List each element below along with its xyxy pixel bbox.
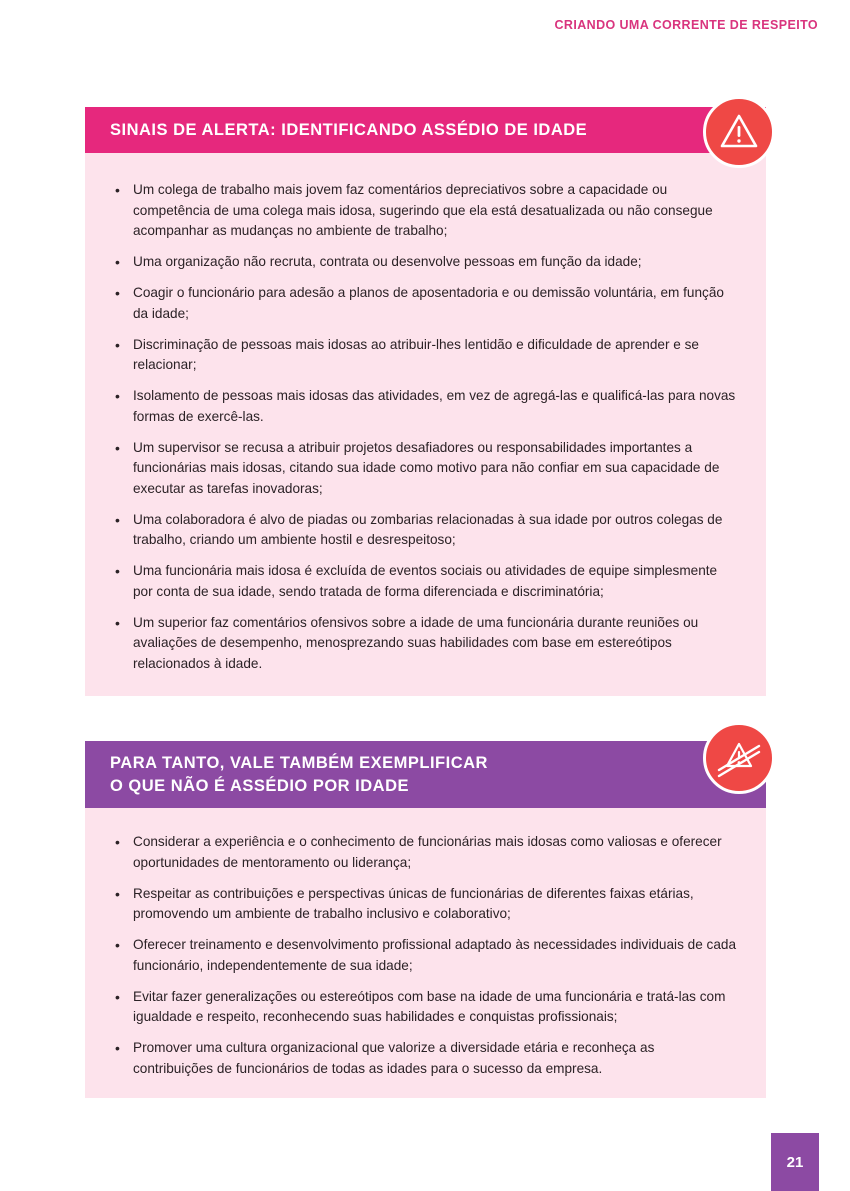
warning-signs-panel <box>85 107 766 696</box>
list-item: • Uma funcionária mais idosa é excluída de eventos sociais ou atividades de equipe simplesmente por conta de sua idade, sendo tratada de forma diferenciada e discriminatória; <box>115 561 738 602</box>
not-harassment-panel <box>85 741 766 1098</box>
list-item: • Um superior faz comentários ofensivos sobre a idade de uma funcionária durante reuniões ou avaliações de desempenho, menosprezando suas habilidades com base em estereótipos relacionados à idade. <box>115 613 738 675</box>
not-harassment-title-line-2: O QUE NÃO É ASSÉDIO POR IDADE <box>110 776 410 795</box>
list-item: • Respeitar as contribuições e perspectivas únicas de funcionárias de diferentes faixas etárias, promovendo um ambiente de trabalho inclusivo e colaborativo; <box>115 884 738 925</box>
not-harassment-title-line-1: PARA TANTO, VALE TAMBÉM EXEMPLIFICAR <box>110 753 488 772</box>
list-item: • Isolamento de pessoas mais idosas das atividades, em vez de agregá-las e qualificá-las para novas formas de exercê-las. <box>115 386 738 427</box>
warning-signs-list <box>115 180 738 674</box>
running-header: CRIANDO UMA CORRENTE DE RESPEITO <box>554 18 818 32</box>
warning-signs-header <box>85 107 766 153</box>
list-item: • Uma colaboradora é alvo de piadas ou zombarias relacionadas à sua idade por outros colegas de trabalho, criando um ambiente hostil e desrespeitoso; <box>115 510 738 551</box>
list-item: • Uma organização não recruta, contrata ou desenvolve pessoas em função da idade; <box>115 252 738 273</box>
page-number: 21 <box>771 1133 819 1191</box>
list-item: • Discriminação de pessoas mais idosas ao atribuir-lhes lentidão e dificuldade de aprender e se relacionar; <box>115 335 738 376</box>
no-warning-icon <box>713 732 765 784</box>
list-item: • Evitar fazer generalizações ou estereótipos com base na idade de uma funcionária e tratá-las com igualdade e respeito, reconhecendo suas habilidades e conquistas profissionais; <box>115 987 738 1028</box>
list-item: • Um supervisor se recusa a atribuir projetos desafiadores ou responsabilidades importantes a funcionárias mais idosas, citando sua idade como motivo para não confiar em sua capacidade de executar as tarefas inovadoras; <box>115 438 738 500</box>
list-item: • Promover uma cultura organizacional que valorize a diversidade etária e reconheça as contribuições de funcionários de todas as idades para o sucesso da empresa. <box>115 1038 738 1079</box>
warning-badge <box>703 96 775 168</box>
list-item: • Considerar a experiência e o conhecimento de funcionárias mais idosas como valiosas e oferecer oportunidades de mentoramento ou liderança; <box>115 832 738 873</box>
not-harassment-header <box>85 741 766 808</box>
warning-icon <box>717 110 761 154</box>
warning-signs-title: SINAIS DE ALERTA: IDENTIFICANDO ASSÉDIO DE IDADE <box>110 120 588 139</box>
no-warning-badge <box>703 722 775 794</box>
list-item: • Um colega de trabalho mais jovem faz comentários depreciativos sobre a capacidade ou competência de uma colega mais idosa, sugerindo que ela está desatualizada ou não consegue acompanhar as mudanças no ambiente de trabalho; <box>115 180 738 242</box>
list-item: • Oferecer treinamento e desenvolvimento profissional adaptado às necessidades individuais de cada funcionário, independentemente de sua idade; <box>115 935 738 976</box>
list-item: • Coagir o funcionário para adesão a planos de aposentadoria e ou demissão voluntária, em função da idade; <box>115 283 738 324</box>
not-harassment-list <box>115 832 738 1079</box>
